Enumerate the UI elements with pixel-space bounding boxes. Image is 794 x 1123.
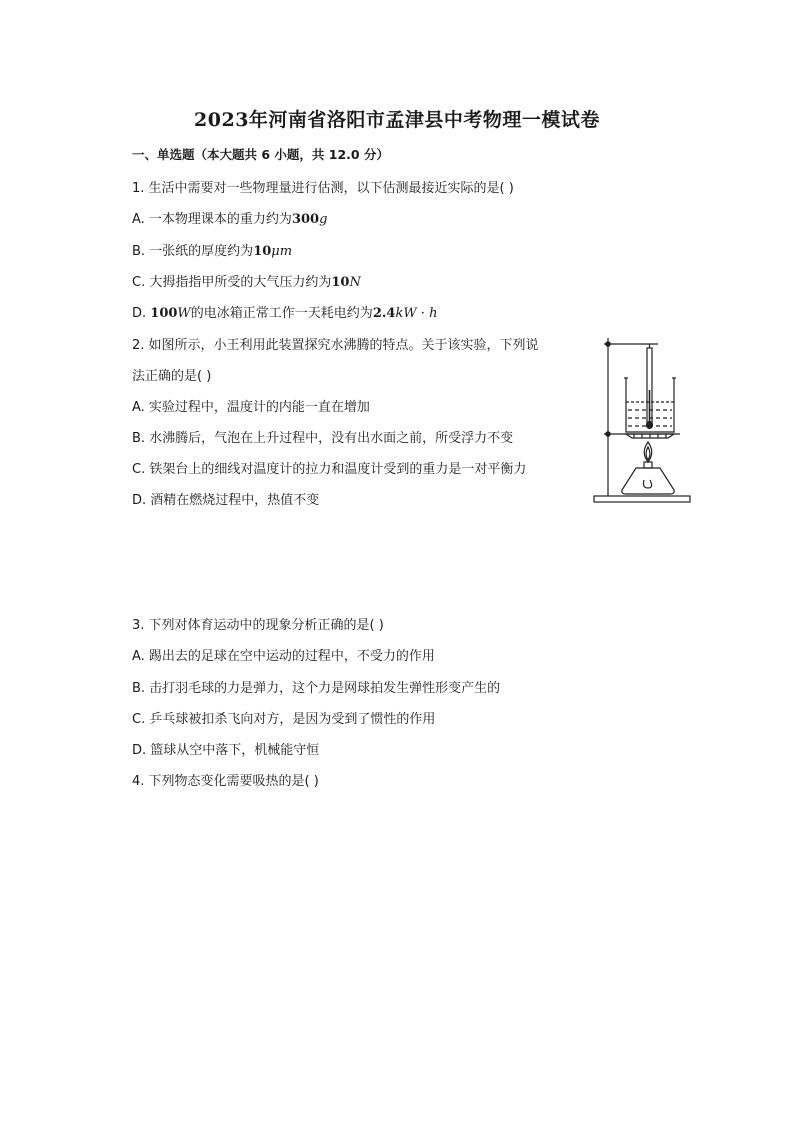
alcohol-lamp [622,468,674,494]
question-2-option-b: B. 水沸腾后，气泡在上升过程中，没有出水面之前，所受浮力不变 [132,431,514,446]
question-3-option-b: B. 击打羽毛球的力是弹力，这个力是网球拍发生弹性形变产生的 [132,681,501,696]
question-1-option-d: D. 100W的电冰箱正常工作一天耗电约为2.4kW · h [132,306,438,321]
question-2-option-c: C. 铁架台上的细线对温度计的拉力和温度计受到的重力是一对平衡力 [132,462,527,477]
question-2-stem-line-1: 2. 如图所示，小王利用此装置探究水沸腾的特点。关于该实验，下列说 [132,338,539,353]
question-1-stem: 1. 生活中需要对一些物理量进行估测，以下估测最接近实际的是( ) [132,181,514,196]
question-4-stem: 4. 下列物态变化需要吸热的是( ) [132,774,319,789]
question-1-option-b: B. 一张纸的厚度约为10μm [132,244,293,259]
question-3-option-a: A. 踢出去的足球在空中运动的过程中，不受力的作用 [132,649,435,664]
question-3-option-d: D. 篮球从空中落下，机械能守恒 [132,743,320,758]
question-2-option-a: A. 实验过程中，温度计的内能一直在增加 [132,400,370,415]
question-2-stem-line-2: 法正确的是( ) [132,369,212,384]
question-1-option-a: A. 一本物理课本的重力约为300g [132,212,328,227]
boiling-water-apparatus-icon [588,330,698,510]
question-3-stem: 3. 下列对体育运动中的现象分析正确的是( ) [132,618,384,633]
stand-base [594,496,690,502]
section-heading: 一、单选题（本大题共 6 小题，共 12.0 分） [132,147,389,162]
question-1-option-c: C. 大拇指指甲所受的大气压力约为10N [132,275,361,290]
question-3-option-c: C. 乒乓球被扣杀飞向对方，是因为受到了惯性的作用 [132,712,436,727]
question-2-option-d: D. 酒精在燃烧过程中，热值不变 [132,493,320,508]
page-title: 2023年河南省洛阳市孟津县中考物理一模试卷 [194,109,600,131]
